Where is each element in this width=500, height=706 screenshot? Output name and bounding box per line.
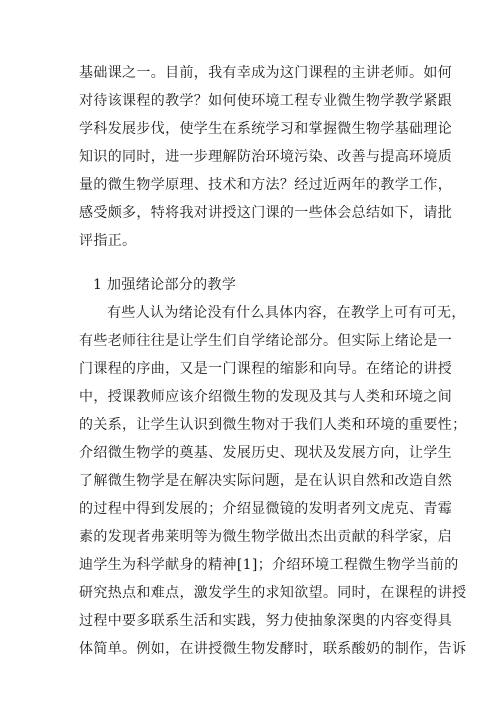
paragraph-line: 过程中要多联系生活和实践，努力使抽象深奥的内容变得具	[79, 613, 453, 629]
section-heading: 1 加强绪论部分的教学	[93, 277, 237, 293]
paragraph-line: 中，授课教师应该介绍微生物的发现及其与人类和环境之间	[79, 389, 453, 405]
paragraph-line: 有些老师往往是让学生们自学绪论部分。但实际上绪论是一	[79, 333, 453, 349]
paragraph-line: 素的发现者弗莱明等为微生物学做出杰出贡献的科学家，启	[79, 529, 453, 545]
paragraph-line: 的关系，让学生认识到微生物对于我们人类和环境的重要性；	[79, 417, 467, 433]
paragraph-line: 门课程的序曲，又是一门课程的缩影和向导。在绪论的讲授	[79, 361, 453, 377]
paragraph-line: 迪学生为科学献身的精神[1]；介绍环境工程微生物学当前的	[79, 557, 459, 573]
paragraph-line: 研究热点和难点，激发学生的求知欲望。同时，在课程的讲授	[79, 585, 467, 601]
paragraph-line: 对待该课程的教学？如何使环境工程专业微生物学教学紧跟	[79, 93, 453, 109]
paragraph-line: 介绍微生物学的奠基、发展历史、现状及发展方向，让学生	[79, 445, 453, 461]
paragraph-line: 了解微生物学是在解决实际问题，是在认识自然和改造自然	[79, 473, 453, 489]
paragraph-line: 体简单。例如，在讲授微生物发酵时，联系酸奶的制作，告诉	[79, 641, 467, 657]
paragraph-line: 基础课之一。目前，我有幸成为这门课程的主讲老师。如何	[79, 65, 453, 81]
paragraph-line: 评指正。	[79, 233, 137, 249]
paragraph-line: 感受颇多，特将我对讲授这门课的一些体会总结如下，请批	[79, 205, 453, 221]
paragraph-line: 有些人认为绪论没有什么具体内容，在教学上可有可无，	[107, 305, 466, 321]
paragraph-line: 知识的同时，进一步理解防治环境污染、改善与提高环境质	[79, 149, 453, 165]
paragraph-line: 量的微生物学原理、技术和方法？经过近两年的教学工作，	[79, 177, 453, 193]
paragraph-line: 学科发展步伐，使学生在系统学习和掌握微生物学基础理论	[79, 121, 453, 137]
paragraph-line: 的过程中得到发展的；介绍显微镜的发明者列文虎克、青霉	[79, 501, 453, 517]
